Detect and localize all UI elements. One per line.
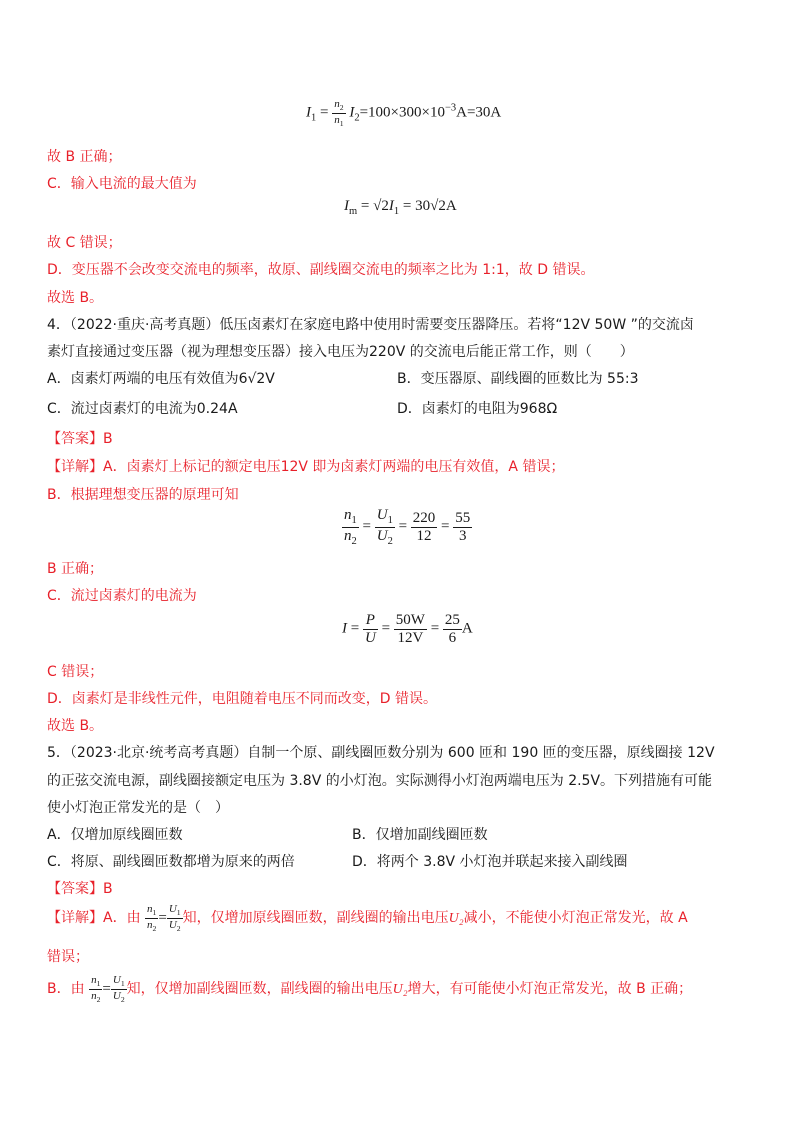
q4-option-a[interactable]: A．卤素灯两端的电压有效值为6√2V [47,371,275,387]
q5-stem-line2: 的正弦交流电源，副线圈接额定电压为 3.8V 的小灯泡。实际测得小灯泡两端电压为 2.5V。下列措施有可能 [47,773,713,789]
q5-detail-a-wrong: 错误； [47,949,89,965]
q5-detail-a: 【详解】A．由 $\frac{n_1}{n_2}$ = $\frac{U_1}{U_2}$ 知，仅增加原线圈匝数，副线圈的输出电压U₂减小，不能使小灯泡正常发光，故 A [47,903,688,933]
q4-stem-line1: 4．（2022·重庆·高考真题）低压卤素灯在家庭电路中使用时需要变压器降压。若将“12V 50W ”的交流卤 [47,317,694,333]
q4-stem-line2: 素灯直接通过变压器（视为理想变压器）接入电压为220V 的交流电后能正常工作，则（ ） [47,344,634,360]
q4-option-d[interactable]: D．卤素灯的电阻为968Ω [397,401,558,417]
q4-detail-b: B．根据理想变压器的原理可知 [47,487,239,503]
q4-detail-c: C．流过卤素灯的电流为 [47,588,197,604]
q5-detail-a-fraction-2: $\frac{U_1}{U_2}$ [168,903,181,933]
q3-c-text: C．输入电流的最大值为 [47,176,197,192]
q5-option-a[interactable]: A．仅增加原线圈匝数 [47,827,183,843]
q3-d-text: D．变压器不会改变交流电的频率，故原、副线圈交流电的频率之比为 1:1，故 D 错误。 [47,262,595,278]
q4-detail-d: D．卤素灯是非线性元件，电阻随着电压不同而改变，D 错误。 [47,691,438,707]
q5-detail-b-fraction-2: $\frac{U_1}{U_2}$ [112,974,125,1004]
equation-current-i1: $I_1$ = $\frac{n_2}{n_1}$ $I_2=100\times 300\times 10^{-3}A=30A$ [306,98,502,128]
q5-option-d[interactable]: D．将两个 3.8V 小灯泡并联起来接入副线圈 [352,854,628,870]
q4-b-correct: B 正确； [47,561,104,577]
q5-option-b[interactable]: B．仅增加副线圈匝数 [352,827,488,843]
equation-turns-ratio: $\frac{n_1}{n_2}$ = $\frac{U_1}{U_2}$ = $\frac{220}{12}$ = $\frac{55}{3}$ [344,507,471,547]
q5-detail-b-fraction-1: $\frac{n_1}{n_2}$ [91,974,101,1004]
q4-option-b[interactable]: B．变压器原、副线圈的匝数比为 55:3 [397,371,639,387]
q5-detail-a-fraction-1: $\frac{n_1}{n_2}$ [147,903,157,933]
q4-detail-a: 【详解】A．卤素灯上标记的额定电压12V 即为卤素灯两端的电压有效值，A 错误； [47,459,565,475]
q4-option-c[interactable]: C．流过卤素灯的电流为0.24A [47,401,238,417]
q5-option-c[interactable]: C．将原、副线圈匝数都增为原来的两倍 [47,854,295,870]
equation-current-max: $I_m = √2I_1 = 30√2A$ [344,198,457,217]
q4-choice: 故选 B。 [47,718,104,734]
q3-choice: 故选 B。 [47,290,104,306]
q5-stem-line3: 使小灯泡正常发光的是（ ） [47,800,229,816]
equation-lamp-current: I = $\frac{P}{U}$ = $\frac{50W}{12V}$ = $\frac{25}{6}$ A [342,612,473,646]
q4-answer: 【答案】B [47,431,113,447]
q3-b-correct: 故 B 正确； [47,149,122,165]
q5-detail-b: B．由 $\frac{n_1}{n_2}$ = $\frac{U_1}{U_2}$ 知，仅增加副线圈匝数，副线圈的输出电压U₂增大，有可能使小灯泡正常发光，故 B 正确； [47,974,693,1004]
q3-c-wrong: 故 C 错误； [47,235,122,251]
q4-c-wrong: C 错误； [47,664,104,680]
q5-stem-line1: 5．（2023·北京·统考高考真题）自制一个原、副线圈匝数分别为 600 匝和 190 匝的变压器，原线圈接 12V [47,745,715,761]
q5-answer: 【答案】B [47,881,113,897]
